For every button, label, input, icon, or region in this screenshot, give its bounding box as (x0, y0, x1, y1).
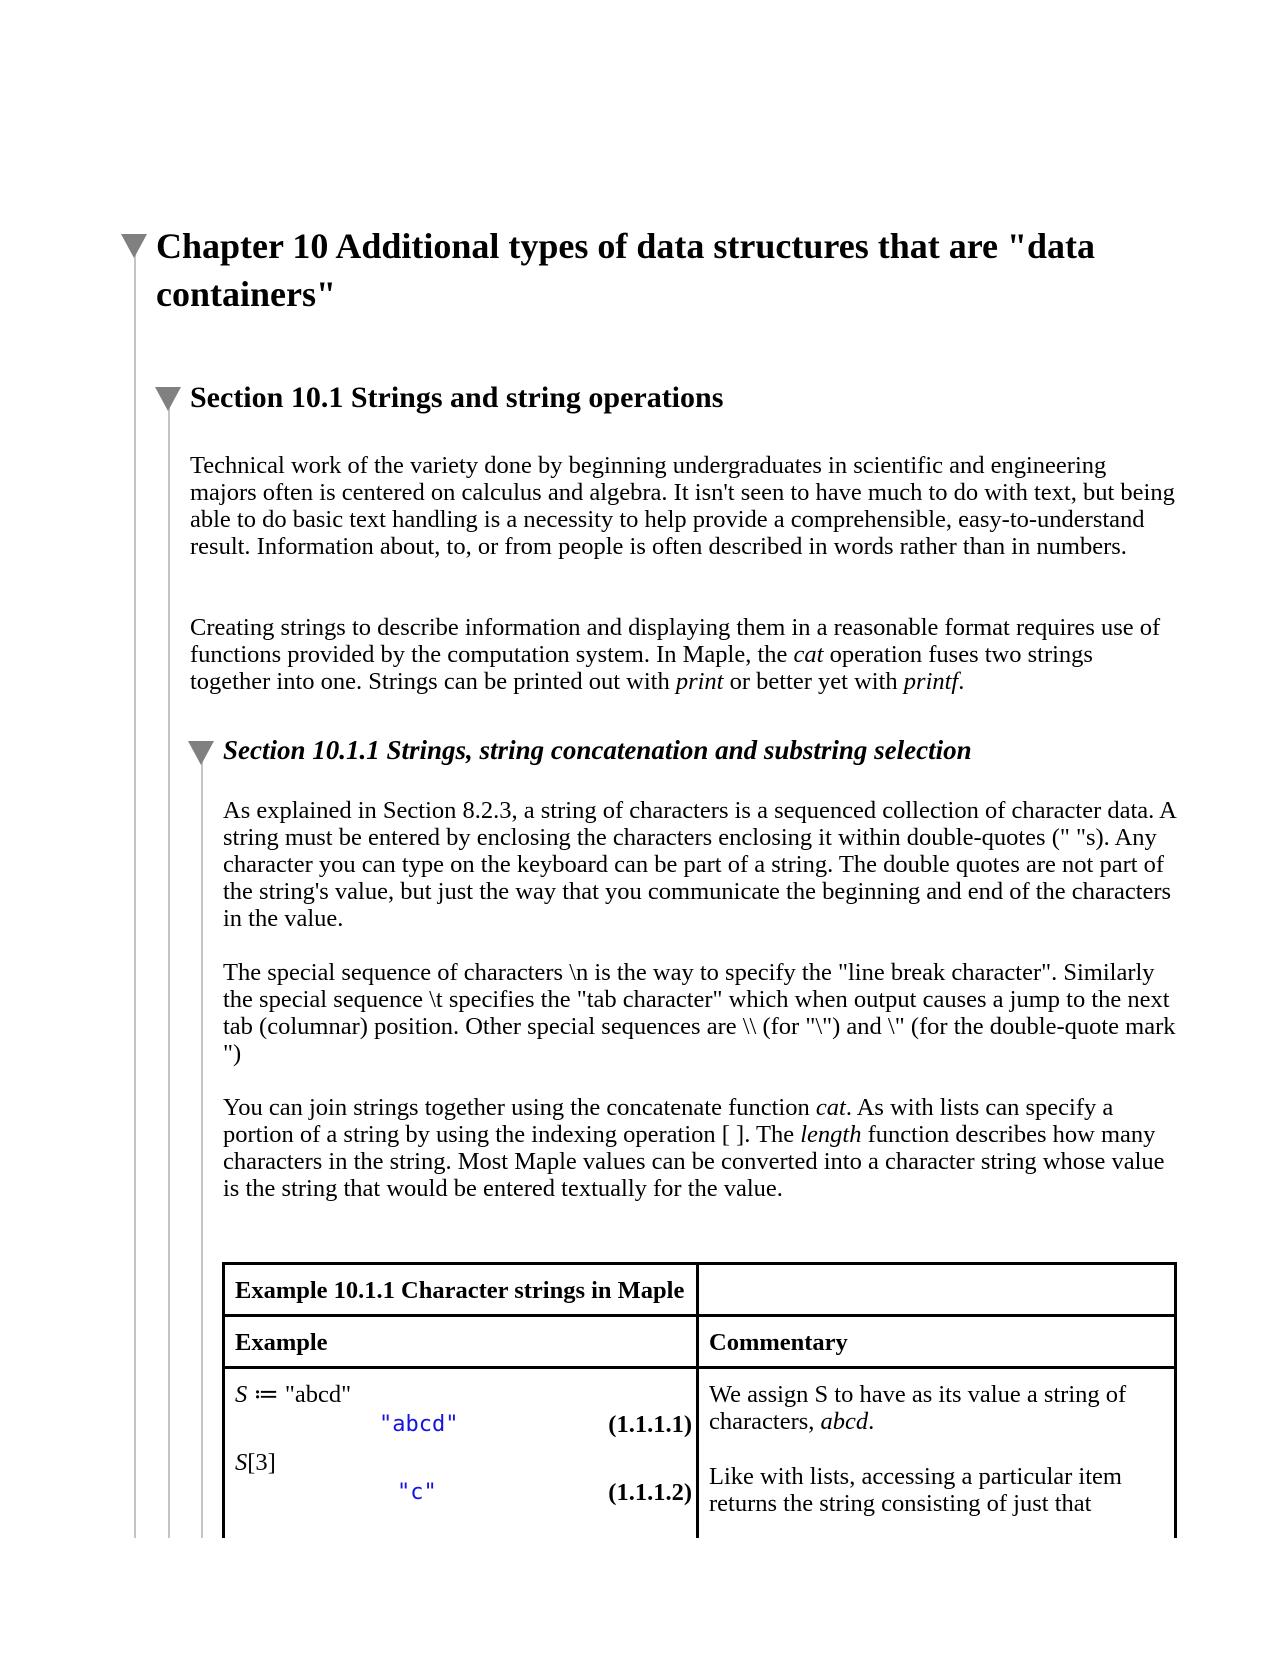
page-bottom-margin (0, 1538, 1280, 1656)
section-paragraph-2 (190, 614, 1178, 695)
maple-input[interactable] (235, 1449, 686, 1477)
subsection-title: Section 10.1.1 Strings, string concatenation and substring selection (223, 735, 972, 765)
para-text: operation fuses two strings together into one. Strings can be printed out with (190, 641, 1093, 695)
para-text: You can join strings together using the concatenate function (223, 1094, 816, 1121)
empty-cell (698, 1264, 1176, 1316)
para-text: Creating strings to describe information and displaying them in a reasonable format requires use of functions provided by the computation system. In Maple, the (190, 614, 1161, 668)
table-header-row (224, 1264, 1176, 1316)
para-text: function describes how many characters in the string. Most Maple values can be converted into a character string whose value is the string that would be entered textually for the value. (223, 1121, 1165, 1202)
printf-keyword: printf (903, 668, 959, 695)
para-text: or better yet with (723, 668, 904, 695)
equation-label: (1.1.1.2) (608, 1479, 692, 1506)
input-text: [3] (247, 1449, 276, 1476)
chapter-section-rule (134, 250, 136, 1540)
print-keyword: print (675, 668, 724, 695)
output-value: "abcd" (379, 1412, 459, 1437)
length-keyword: length (800, 1121, 862, 1148)
collapse-section-triangle-icon[interactable] (155, 387, 181, 411)
maple-output (235, 1477, 692, 1509)
collapse-chapter-triangle-icon[interactable] (121, 234, 147, 258)
section-10-1-1-rule (201, 758, 203, 1540)
example-title-cell: Example 10.1.1 Character strings in Maple (224, 1264, 698, 1316)
section-title: Section 10.1 Strings and string operations (190, 381, 724, 414)
equation-label: (1.1.1.1) (608, 1411, 692, 1438)
subsection-paragraph-3 (223, 1094, 1183, 1202)
subsection-paragraph-1: As explained in Section 8.2.3, a string of characters is a sequenced collection of character data. A string must be entered by enclosing the characters enclosing it within double-quotes (" "s). Any character you can type on the keyboard can be part of a string. The double quotes are not part of the string's value, but just the way that you communicate the beginning and end of the characters in the value. (223, 797, 1176, 932)
para-text: . As with lists can specify a portion of a string by using the indexing operation [ ]. The (223, 1094, 1114, 1148)
comment-text: We assign S to have as its value a string of characters, (709, 1381, 1127, 1435)
cat-keyword: cat (793, 641, 824, 668)
maple-input[interactable] (235, 1381, 686, 1409)
comment-text: . (868, 1408, 875, 1435)
input-variable: S (235, 1381, 248, 1408)
cat-keyword: cat (815, 1094, 846, 1121)
commentary-text-2: Like with lists, accessing a particular item returns the string consisting of just that (709, 1463, 1122, 1517)
example-column-header: Example (224, 1316, 698, 1368)
maple-output (235, 1409, 692, 1441)
section-paragraph-1: Technical work of the variety done by beginning undergraduates in scientific and engineering majors often is centered on calculus and algebra. It isn't seen to have much to do with text, but being able to do basic text handling is a necessity to help provide a comprehensible, easy-to-understand result. Information about, to, or from people is often described in words rather than in numbers. (190, 452, 1175, 560)
input-variable: S (235, 1449, 248, 1476)
output-value: "c" (397, 1480, 437, 1505)
subsection-paragraph-2: The special sequence of characters \n is the way to specify the "line break character". Similarly the special sequence \t specifies the "tab character" which when output causes a jump to the next tab (columnar) position. Other special sequences are \\ (for "\") and \" (for the double-quote mark ") (223, 959, 1176, 1067)
commentary-column-header: Commentary (698, 1316, 1176, 1368)
section-10-1-rule (168, 404, 170, 1540)
comment-emphasis: abcd (820, 1408, 869, 1435)
collapse-subsection-triangle-icon[interactable] (188, 741, 214, 765)
table-column-header-row (224, 1316, 1176, 1368)
input-text: ≔ "abcd" (247, 1381, 352, 1408)
para-text: . (958, 668, 965, 695)
commentary-text-1 (709, 1381, 1164, 1435)
chapter-title: Chapter 10 Additional types of data structures that are "data containers" (156, 226, 1096, 314)
